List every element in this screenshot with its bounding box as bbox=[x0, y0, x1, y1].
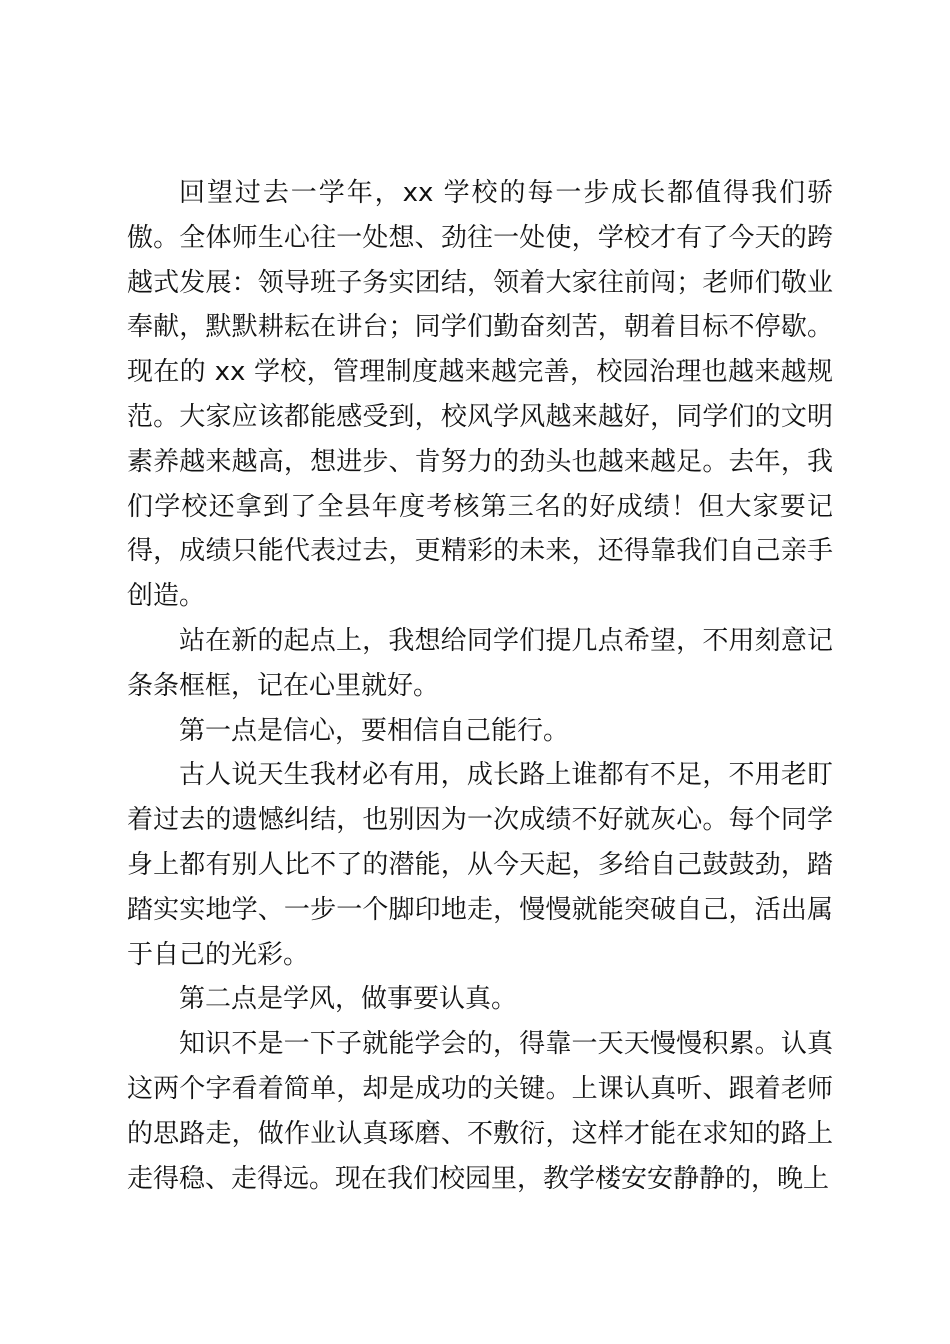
paragraph-new-starting-point: 站在新的起点上，我想给同学们提几点希望，不用刻意记条条框框，记在心里就好。 bbox=[127, 625, 833, 701]
paragraph-point-one-body: 古人说天生我材必有用，成长路上谁都有不足，不用老盯着过去的遗憾纠结，也别因为一次成绩不好就灰心。每个同学身上都有别人比不了的潜能，从今天起，多给自己鼓鼓劲，踏踏实实地学、一步一个脚印地走，慢慢就能突破自己，活出属于自己的光彩。 bbox=[127, 760, 833, 970]
paragraph-point-two-body: 知识不是一下子就能学会的，得靠一天天慢慢积累。认真这两个字看着简单，却是成功的关键。上课认真听、跟着老师的思路走，做作业认真琢磨、不敷衍，这样才能在求知的路上走得稳、走得远。现在我们校园里，教学楼安安静静的，晚上 bbox=[127, 1029, 833, 1194]
paragraph-point-one-heading: 第一点是信心，要相信自己能行。 bbox=[179, 715, 570, 746]
paragraph-review-past-year: 回望过去一学年，xx 学校的每一步成长都值得我们骄傲。全体师生心往一处想、劲往一处使，学校才有了今天的跨越式发展：领导班子务实团结，领着大家往前闯；老师们敬业奉献，默默耕耘在讲台；同学们勤奋刻苦，朝着目标不停歇。现在的 xx 学校，管理制度越来越完善，校园治理也越来越规范。大家应该都能感受到，校风学风越来越好，同学们的文明素养越来越高，想进步、肯努力的劲头也越来越足。去年，我们学校还拿到了全县年度考核第三名的好成绩！但大家要记得，成绩只能代表过去，更精彩的未来，还得靠我们自己亲手创造。 bbox=[127, 178, 833, 612]
document-body bbox=[127, 171, 833, 1201]
paragraph-point-two-heading: 第二点是学风，做事要认真。 bbox=[179, 984, 518, 1015]
